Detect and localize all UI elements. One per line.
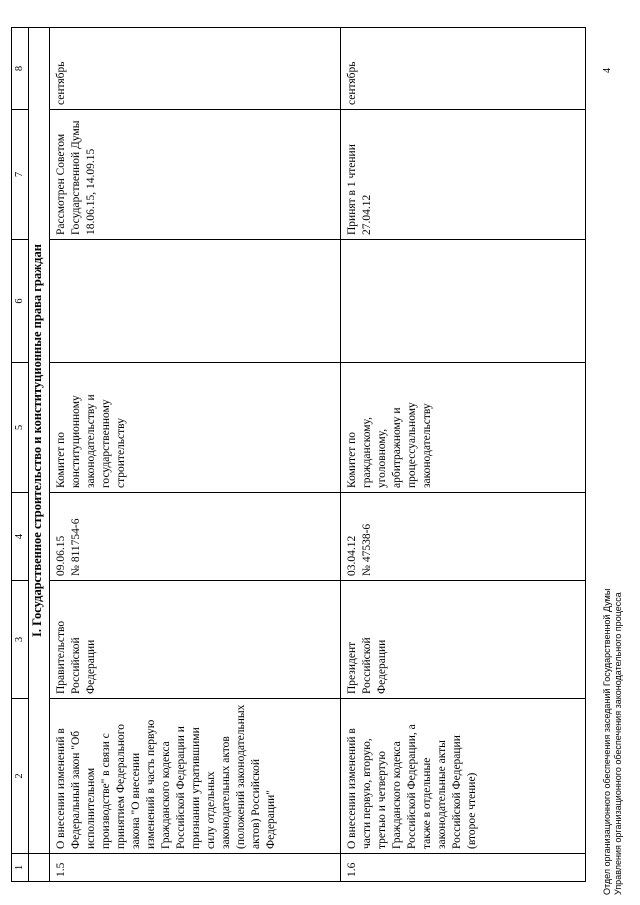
header-col-6: 6 bbox=[12, 240, 29, 363]
bill-committee: Комитет по конституционному законодательству и государственному строительству bbox=[50, 363, 341, 493]
footer-line-2: Управления организационного обеспечения законодательного процесса bbox=[613, 592, 623, 895]
bill-number: № 47538-6 bbox=[361, 523, 373, 576]
header-col-5: 5 bbox=[12, 363, 29, 493]
section-title: I. Государственное строительство и конституционные права граждан bbox=[29, 28, 50, 854]
bill-initiator: Правительство Российской Федерации bbox=[50, 581, 341, 699]
header-col-7: 7 bbox=[12, 110, 29, 240]
section-row bbox=[29, 28, 50, 882]
header-col-8: 8 bbox=[12, 28, 29, 110]
bill-date: 03.04.12 bbox=[346, 535, 358, 576]
bill-registration bbox=[341, 493, 586, 581]
header-col-1: 1 bbox=[12, 854, 29, 882]
row-number: 1.6 bbox=[341, 854, 586, 882]
table-row bbox=[50, 28, 341, 882]
bill-status: Рассмотрен Советом Государственной Думы 18.06.15, 14.09.15 bbox=[50, 110, 341, 240]
bill-title: О внесении изменений в Федеральный закон "Об исполнительном производстве" в связи с принятием Федерального закона "О внесении изменений в часть первую Гражданского кодекса Российской Федерации и признании утратившими силу отдельных законодательных актов (положений законодательных актов) Российской Федерации" bbox=[50, 699, 341, 854]
table-row bbox=[341, 28, 586, 882]
bill-committee: Комитет по гражданскому, уголовному, арбитражному и процессуальному законодательству bbox=[341, 363, 586, 493]
header-col-2: 2 bbox=[12, 699, 29, 854]
bill-status: Принят в 1 чтении 27.04.12 bbox=[341, 110, 586, 240]
header-col-4: 4 bbox=[12, 493, 29, 581]
bill-registration bbox=[50, 493, 341, 581]
footer-line-1: Отдел организационного обеспечения заседаний Государственной Думы bbox=[602, 588, 612, 895]
bill-col6 bbox=[50, 240, 341, 363]
header-col-3: 3 bbox=[12, 581, 29, 699]
row-number: 1.5 bbox=[50, 854, 341, 882]
page-number: 4 bbox=[602, 68, 613, 73]
bill-number: № 811754-6 bbox=[70, 518, 82, 576]
bill-title: О внесении изменений в части первую, вторую, третью и четвертую Гражданского кодекса Российской Федерации, а также в отдельные законодательные акты Российской Федерации (второе чтение) bbox=[341, 699, 586, 854]
column-number-header bbox=[12, 28, 29, 882]
bill-month: сентябрь bbox=[341, 28, 586, 110]
bills-table bbox=[11, 27, 586, 882]
document-footer bbox=[602, 589, 624, 895]
bill-date: 09.06.15 bbox=[55, 535, 67, 576]
bill-initiator: Президент Российской Федерации bbox=[341, 581, 586, 699]
bill-month: сентябрь bbox=[50, 28, 341, 110]
bill-col6 bbox=[341, 240, 586, 363]
